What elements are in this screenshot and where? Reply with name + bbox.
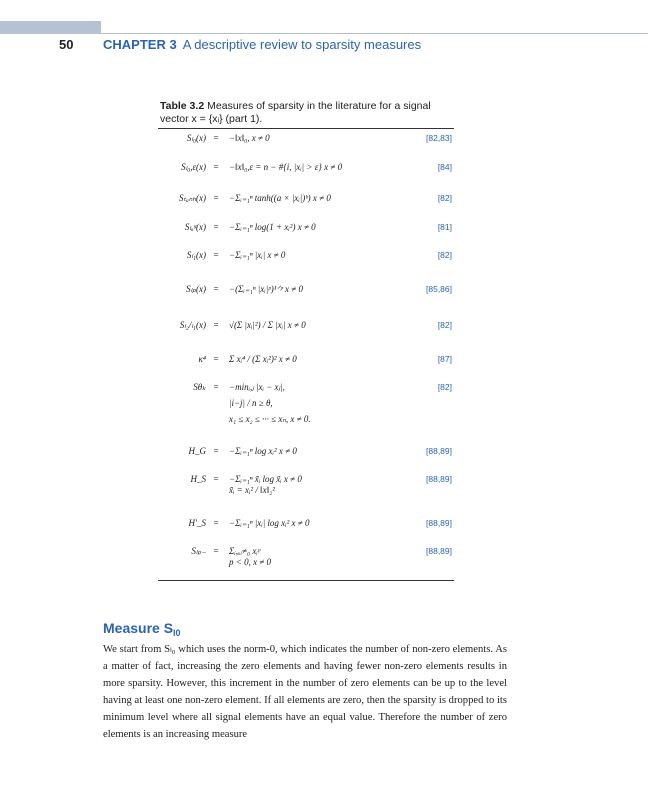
measure-formula (229, 474, 389, 496)
measure-formula (229, 446, 389, 457)
caption-line-1: Measures of sparsity in the literature for a signal (207, 100, 431, 112)
citation-link[interactable]: [88,89] (426, 474, 452, 484)
equals-sign: = (213, 382, 219, 392)
formula-line: −Σᵢ₌₁ⁿ log(1 + xᵢ²) x ≠ 0 (229, 222, 316, 232)
measure-formula (229, 222, 389, 233)
measure-symbol: Sₗ₀(x) (186, 133, 206, 143)
measure-symbol: Sθₖ (193, 382, 206, 392)
equals-sign: = (213, 133, 219, 143)
citation-link[interactable]: [82] (437, 250, 452, 260)
body-paragraph: We start from Sₗ₀ which uses the norm-0, which indicates the number of non-zero elements. As a matter of fact, increasing the zero elements and having fewer non-zero elements results in more sparsity. However, this increment in the number of zero elements can be up to the level having at least one non-zero element. If all elements are zero, then the sparsity is dropped to its minimum level where all signal elements have an equal value. Therefore the number of zero elements is an increasing measure (103, 644, 507, 740)
formula-line: −(Σᵢ₌₁ⁿ |xᵢ|ᵖ)¹ᐟᵖ x ≠ 0 (229, 284, 303, 294)
formula-line: Σᵢ,ₓᵢ≠₀ xᵢᵖ (229, 546, 261, 556)
formula-line: √(Σ |xᵢ|²) / Σ |xᵢ| x ≠ 0 (229, 320, 306, 330)
measure-symbol: H_G (188, 446, 206, 456)
measure-symbol: κ⁴ (198, 354, 206, 364)
formula-line: −Σᵢ₌₁ⁿ tanh((a × |xᵢ|)ᵇ) x ≠ 0 (229, 193, 331, 203)
running-head (103, 37, 421, 52)
table-caption (160, 100, 460, 126)
measure-symbol: Sₗ₀,ε(x) (181, 162, 206, 172)
header-accent-bar (0, 21, 101, 34)
equals-sign: = (213, 193, 219, 203)
formula-line: −‖x‖₀, x ≠ 0 (229, 133, 270, 143)
citation-link[interactable]: [82] (437, 193, 452, 203)
equals-sign: = (213, 518, 219, 528)
equals-sign: = (213, 222, 219, 232)
formula-line: p < 0, x ≠ 0 (229, 557, 272, 567)
measure-symbol: Sₗₚ(x) (186, 284, 206, 294)
measure-formula (229, 133, 389, 144)
measure-formula (229, 284, 389, 295)
citation-link[interactable]: [88,89] (426, 546, 452, 556)
formula-line: −‖x‖₀,ε = n − #{i, |xᵢ| > ε} x ≠ 0 (229, 162, 343, 172)
formula-line: −Σᵢ₌₁ⁿ |xᵢ| x ≠ 0 (229, 250, 286, 260)
formula-line: −Σᵢ₌₁ⁿ |xᵢ| log xᵢ² x ≠ 0 (229, 518, 310, 528)
measure-formula (229, 546, 389, 568)
citation-link[interactable]: [82] (437, 382, 452, 392)
table-top-rule (158, 128, 454, 129)
equals-sign: = (213, 162, 219, 172)
page-number: 50 (59, 37, 74, 52)
measure-symbol: Sₗ₂/ₗ₁(x) (179, 320, 206, 330)
formula-line: −Σᵢ₌₁ⁿ x̃ᵢ log x̃ᵢ x ≠ 0 (229, 474, 302, 484)
formula-line: |i−j| / n ≥ θ, (229, 398, 273, 408)
formula-line: −minᵢ,ⱼ |xᵢ − xⱼ|, (229, 382, 285, 392)
citation-link[interactable]: [88,89] (426, 518, 452, 528)
chapter-title: A descriptive review to sparsity measures (182, 37, 422, 52)
equals-sign: = (213, 546, 219, 556)
formula-line: x̃ᵢ = xᵢ² / ‖x‖₂² (229, 485, 275, 495)
equals-sign: = (213, 474, 219, 484)
formula-line: Σ xᵢ⁴ / (Σ xᵢ²)² x ≠ 0 (229, 354, 297, 364)
measure-symbol: H_S (190, 474, 206, 484)
citation-link[interactable]: [81] (437, 222, 452, 232)
measure-formula (229, 162, 389, 173)
section-heading-text: Measure S (103, 620, 174, 636)
measure-symbol: Sₜₐₙₕ(x) (179, 193, 206, 203)
section-heading-subscript: l0 (173, 628, 181, 638)
section-heading (103, 620, 181, 638)
equals-sign: = (213, 250, 219, 260)
table-label: Table 3.2 (160, 100, 205, 112)
measure-formula (229, 354, 389, 365)
citation-link[interactable]: [85,86] (426, 284, 452, 294)
equals-sign: = (213, 320, 219, 330)
table-bottom-rule (158, 580, 454, 581)
equals-sign: = (213, 446, 219, 456)
measure-formula (229, 518, 389, 529)
formula-line: −Σᵢ₌₁ⁿ log xᵢ² x ≠ 0 (229, 446, 297, 456)
measure-symbol: Sₗₚ₋ (191, 546, 206, 556)
measure-formula (229, 320, 389, 331)
citation-link[interactable]: [88,89] (426, 446, 452, 456)
measure-symbol: H′_S (188, 518, 206, 528)
measure-symbol: Sₗ₁(x) (186, 250, 206, 260)
citation-link[interactable]: [87] (437, 354, 452, 364)
measure-formula (229, 250, 389, 261)
citation-link[interactable]: [82,83] (426, 133, 452, 143)
citation-link[interactable]: [82] (437, 320, 452, 330)
header-rule (101, 33, 648, 34)
formula-line: x₁ ≤ x₂ ≤ ··· ≤ xₙ, x ≠ 0. (229, 414, 311, 424)
chapter-label: CHAPTER 3 (103, 37, 177, 52)
measure-symbol: Sₗₒᵍ(x) (184, 222, 206, 232)
caption-line-2: vector x = {xᵢ} (part 1). (160, 113, 263, 125)
equals-sign: = (213, 284, 219, 294)
equals-sign: = (213, 354, 219, 364)
citation-link[interactable]: [84] (437, 162, 452, 172)
measure-formula (229, 193, 389, 204)
measure-formula (229, 382, 389, 430)
